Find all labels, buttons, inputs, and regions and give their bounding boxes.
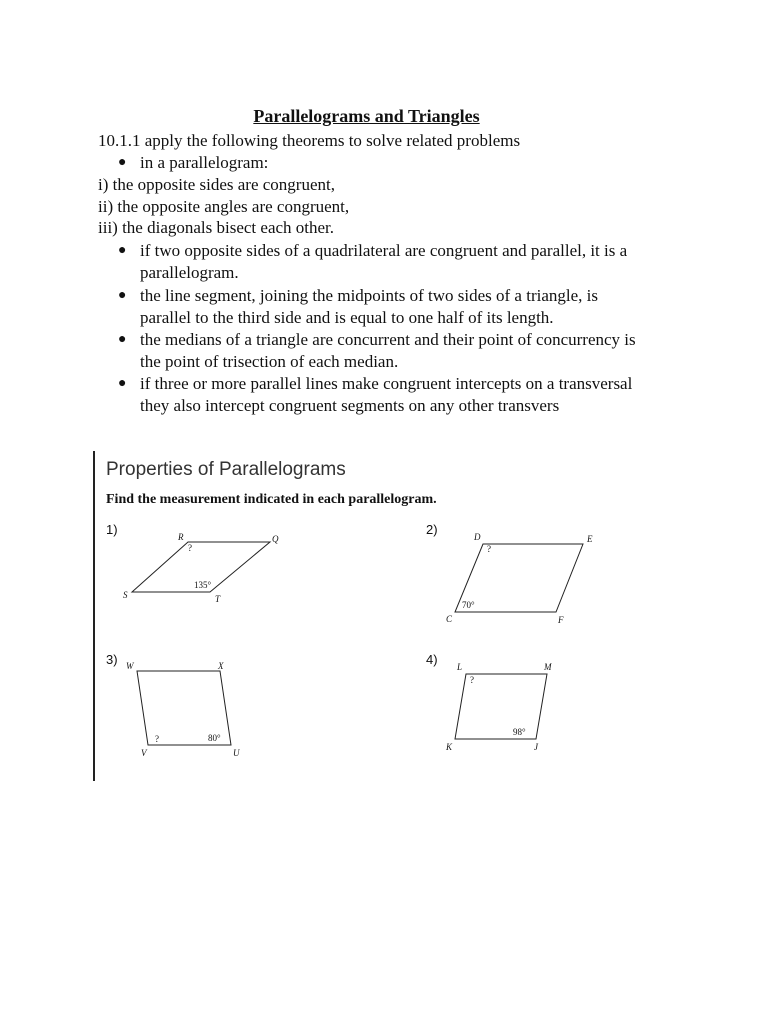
theorem-line: parallel to the third side and is equal to one half of its length. <box>140 308 554 327</box>
vertex-label: T <box>215 594 221 604</box>
unknown-angle: ? <box>155 734 159 744</box>
parallelogram-figure-3 <box>120 658 260 763</box>
theorem-line: the medians of a triangle are concurrent and their point of concurrency is <box>140 330 636 349</box>
vertex-label: Q <box>272 534 279 544</box>
vertex-label: V <box>141 748 147 758</box>
vertex-label: F <box>558 615 564 625</box>
theorem-item <box>118 373 633 417</box>
given-angle: 70° <box>462 600 475 610</box>
vertex-label: X <box>218 661 224 671</box>
given-angle: 135° <box>194 580 212 590</box>
given-angle: 98° <box>513 727 526 737</box>
vertex-label: L <box>457 662 463 672</box>
vertex-label: C <box>446 614 453 624</box>
theorem-line: the point of trisection of each median. <box>140 352 399 371</box>
bullet-icon: ● <box>118 332 127 347</box>
theorem-line: they also intercept congruent segments on any other transvers <box>140 396 560 415</box>
vertex-label: E <box>587 534 593 544</box>
parallelogram-figure-1 <box>120 530 290 610</box>
theorem-line: parallelogram. <box>140 263 239 282</box>
theorem-line: the line segment, joining the midpoints of two sides of a triangle, is <box>140 286 598 305</box>
vertex-label: J <box>534 742 538 752</box>
theorem-item <box>118 285 598 329</box>
theorem-item <box>118 329 636 373</box>
unknown-angle: ? <box>470 675 474 685</box>
problem-number: 3) <box>106 652 118 667</box>
vertex-label: M <box>544 662 552 672</box>
worksheet-title: Properties of Parallelograms <box>106 459 346 480</box>
parallelogram-figure-2 <box>440 530 610 630</box>
bullet-icon: ● <box>118 243 127 258</box>
problem-number: 1) <box>106 522 118 537</box>
vertex-label: D <box>474 532 481 542</box>
vertex-label: U <box>233 748 240 758</box>
vertex-label: R <box>178 532 184 542</box>
parallelogram-shape <box>455 674 547 739</box>
property-line: i) the opposite sides are congruent, <box>98 175 335 194</box>
unknown-angle: ? <box>487 544 491 554</box>
bullet-text: in a parallelogram: <box>140 153 269 172</box>
theorem-line: if two opposite sides of a quadrilateral are congruent and parallel, it is a <box>140 241 628 260</box>
theorem-item <box>118 240 628 284</box>
parallelogram-figure-4 <box>440 658 570 758</box>
vertex-label: K <box>446 742 453 752</box>
objective-text: 10.1.1 apply the following theorems to solve related problems <box>98 131 521 150</box>
page-title: Parallelograms and Triangles <box>253 106 480 126</box>
unknown-angle: ? <box>188 543 192 553</box>
bullet-icon: ● <box>118 376 127 391</box>
vertex-label: S <box>123 590 128 600</box>
given-angle: 80° <box>208 733 221 743</box>
property-line: ii) the opposite angles are congruent, <box>98 197 350 216</box>
bullet-item <box>118 152 269 174</box>
problem-number: 2) <box>426 522 438 537</box>
theorem-line: if three or more parallel lines make congruent intercepts on a transversal <box>140 374 633 393</box>
problem-number: 4) <box>426 652 438 667</box>
vertex-label: W <box>126 661 134 671</box>
property-line: iii) the diagonals bisect each other. <box>98 218 335 237</box>
margin-bar <box>93 451 95 781</box>
worksheet-instruction: Find the measurement indicated in each parallelogram. <box>106 492 437 507</box>
bullet-icon: ● <box>118 155 127 170</box>
bullet-icon: ● <box>118 288 127 303</box>
